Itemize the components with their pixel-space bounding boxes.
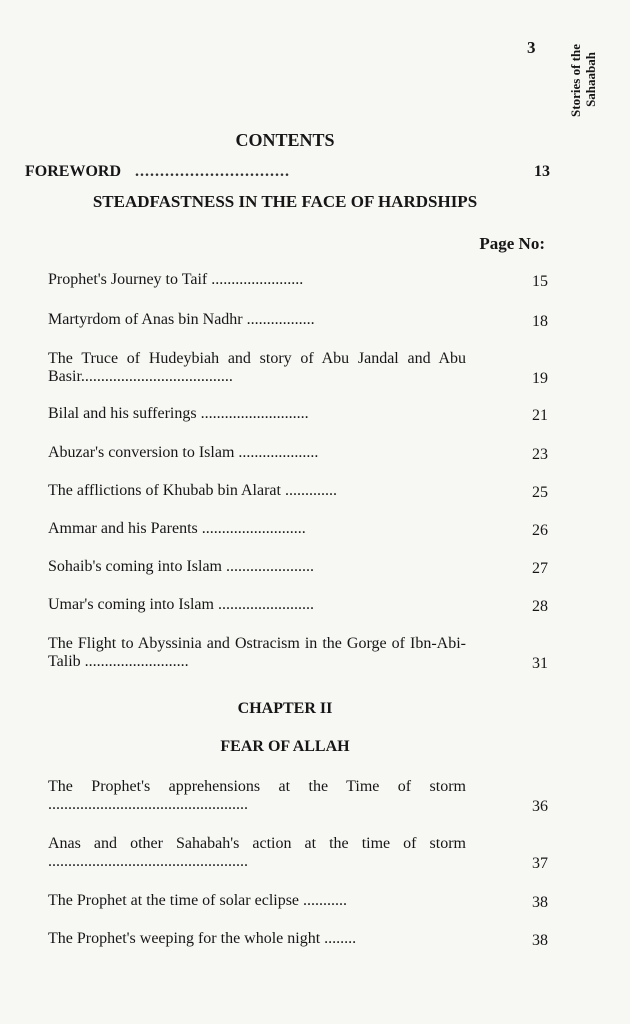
toc-entry — [48, 444, 548, 462]
toc-entry-text: Abuzar's conversion to Islam .................... — [48, 444, 319, 461]
toc-entry — [48, 482, 548, 500]
toc-entry-page: 37 — [532, 855, 548, 872]
toc-entry-text: Ammar and his Parents .......................... — [48, 520, 306, 537]
foreword-page: 13 — [534, 163, 550, 180]
page-number: 3 — [527, 38, 536, 57]
foreword-label: FOREWORD — [25, 163, 121, 180]
toc-entry-page: 26 — [532, 522, 548, 539]
chapter2-title: FEAR OF ALLAH — [220, 738, 350, 755]
toc-entry-text: Sohaib's coming into Islam ...................... — [48, 558, 314, 575]
toc-entry-page: 38 — [532, 932, 548, 949]
foreword-entry — [25, 163, 550, 181]
running-head — [568, 44, 608, 144]
toc-entry — [48, 558, 548, 576]
toc-entry — [48, 311, 548, 329]
toc-entry-text: Prophet's Journey to Taif ....................... — [48, 271, 304, 288]
toc-entry-text: The Prophet's apprehensions at the Time of storm .................................................. — [48, 778, 466, 813]
running-head-line: Stories of the — [568, 44, 583, 117]
toc-entry — [48, 930, 548, 948]
toc-entry-text: Anas and other Sahabah's action at the time of storm .................................................. — [48, 835, 466, 870]
dot-leader: ............................... — [135, 163, 290, 180]
toc-entry — [48, 635, 548, 671]
toc-entry — [48, 350, 548, 386]
toc-entry-text: The afflictions of Khubab bin Alarat ............. — [48, 482, 337, 499]
contents-title: CONTENTS — [235, 130, 335, 150]
toc-entry-page: 18 — [532, 313, 548, 330]
chapter2-label: CHAPTER II — [237, 700, 333, 717]
toc-entry-page: 36 — [532, 798, 548, 815]
toc-entry — [48, 892, 548, 910]
toc-entry-page: 28 — [532, 598, 548, 615]
toc-entry-text: The Flight to Abyssinia and Ostracism in the Gorge of Ibn-Abi-Talib .......................... — [48, 635, 466, 670]
toc-entry-page: 27 — [532, 560, 548, 577]
toc-entry-page: 21 — [532, 407, 548, 424]
toc-entry — [48, 271, 548, 289]
toc-entry — [48, 405, 548, 423]
toc-entry — [48, 520, 548, 538]
toc-entry-text: The Prophet at the time of solar eclipse ........... — [48, 892, 348, 909]
toc-entry-page: 38 — [532, 894, 548, 911]
toc-entry-page: 23 — [532, 446, 548, 463]
toc-entry-page: 15 — [532, 273, 548, 290]
page-no-label: Page No: — [479, 234, 545, 253]
toc-entry — [48, 835, 548, 871]
toc-entry-text: The Truce of Hudeybiah and story of Abu Jandal and Abu Basir...................................... — [48, 350, 466, 385]
toc-entry — [48, 778, 548, 814]
toc-entry-page: 19 — [532, 370, 548, 387]
running-head-line: Sahaabah — [583, 52, 598, 107]
chapter1-title: STEADFASTNESS IN THE FACE OF HARDSHIPS — [92, 192, 478, 211]
toc-entry-page: 25 — [532, 484, 548, 501]
toc-entry — [48, 596, 548, 614]
toc-entry-text: Bilal and his sufferings ........................... — [48, 405, 309, 422]
toc-entry-text: Martyrdom of Anas bin Nadhr ................. — [48, 311, 315, 328]
toc-entry-text: Umar's coming into Islam ........................ — [48, 596, 314, 613]
toc-entry-page: 31 — [532, 655, 548, 672]
toc-entry-text: The Prophet's weeping for the whole night ........ — [48, 930, 357, 947]
